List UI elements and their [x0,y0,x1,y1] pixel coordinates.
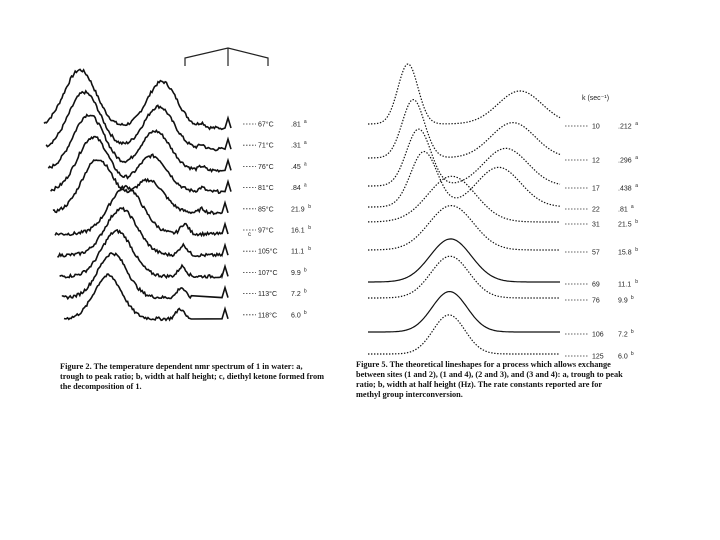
ratio-value: 15.8 [618,249,632,257]
rate-constant-label: 17 [592,185,600,193]
lineshape-trace [368,315,560,354]
temperature-label: 76°C [258,163,274,171]
footnote-marker: b [635,247,638,253]
footnote-marker: b [630,295,634,301]
temperature-label: 81°C [258,185,274,193]
lineshape-trace [368,100,560,158]
footnote-marker: a [303,140,307,147]
temperature-label: 113°C [258,291,278,299]
ratio-value: 9.9 [618,297,628,305]
rate-constant-label: 10 [592,123,600,131]
ratio-value: .296 [618,157,632,165]
footnote-marker: a [303,119,307,125]
spectrum-trace [62,253,228,299]
lineshape-trace [368,176,560,222]
rate-constant-label: 69 [592,281,600,289]
rate-constant-label: 31 [592,221,600,229]
footnote-marker: b [635,219,638,225]
ratio-value: 7.2 [291,291,301,299]
rate-constant-label: 106 [592,331,604,339]
rate-constant-label: 125 [592,353,604,361]
ratio-value: .84 [291,185,301,193]
figure-2-caption [60,362,328,392]
rate-constant-label: 12 [592,157,600,165]
ratio-value: .212 [618,123,632,131]
ratio-value: 21.9 [291,206,305,214]
spectrum-trace [46,91,231,151]
ratio-value: 16.1 [291,227,305,235]
figure-5-caption-label: Figure 5. [356,360,388,369]
figure-5-caption [356,360,628,400]
footnote-marker: a [303,161,307,168]
rate-constant-header: k (sec⁻¹) [582,95,610,102]
ratio-value: .438 [618,185,632,193]
footnote-marker: a [635,183,638,189]
figure-2-caption-label: Figure 2. [60,362,92,371]
ratio-value: 6.0 [291,312,301,320]
ratio-value: .81 [291,121,301,129]
temperature-label: 97°C [258,227,274,235]
spectrum-trace [55,186,228,236]
footnote-marker: b [308,246,311,253]
ratio-value: .81 [618,206,628,214]
temperature-label: 67°C [258,121,274,129]
lineshape-trace [368,256,560,298]
temperature-label: 105°C [258,248,278,256]
footnote-marker: b [308,203,311,210]
figure-2-caption-text: The temperature dependent nmr spectrum of 1 in water: a, trough to peak ratio; b, width at half height; c, diethyl ketone formed from the decomposition of 1. [60,362,325,391]
footnote-marker: b [308,225,311,231]
footnote-marker: a [630,204,634,210]
temperature-label: 107°C [258,269,278,277]
temperature-label: 118°C [258,312,278,320]
rate-constant-label: 22 [592,206,600,214]
temperature-label: 71°C [258,142,274,150]
footnote-marker: b [630,329,634,335]
figure-5-caption-text: The theoretical lineshapes for a process which allows exchange between sites (1 and 2), (1 and 4), (2 and 3), and (3 and 4): a, trough to peak ratio; b, width at half height (Hz). The rate constants reported are for methyl group interconversion. [356,360,623,399]
spectrum-trace [44,69,231,129]
marker-c: c [248,232,251,238]
footnote-marker: a [303,182,307,189]
ratio-value: 11.1 [291,248,305,256]
rate-constant-label: 57 [592,249,600,257]
lineshape-trace [368,206,560,250]
lineshape-trace [368,239,560,282]
ratio-value: 7.2 [618,331,628,339]
ratio-value: 6.0 [618,353,628,361]
lineshape-trace [368,64,560,124]
footnote-marker: b [635,279,638,285]
figure-2-spectra [44,48,311,320]
footnote-marker: b [630,351,634,357]
footnote-marker: a [635,155,638,161]
ratio-value: 9.9 [291,269,301,277]
rate-constant-label: 76 [592,297,600,305]
footnote-marker: b [303,267,307,274]
footnote-marker: a [635,121,638,127]
ratio-value: .31 [291,142,301,150]
footnote-marker: b [303,309,307,316]
ratio-value: 21.5 [618,221,632,229]
footnote-marker: b [303,288,307,295]
ratio-value: 11.1 [618,281,632,289]
temperature-label: 85°C [258,206,274,214]
bracket-marker [185,48,268,66]
figure-5-lineshapes [368,64,638,361]
ratio-value: .45 [291,163,301,171]
